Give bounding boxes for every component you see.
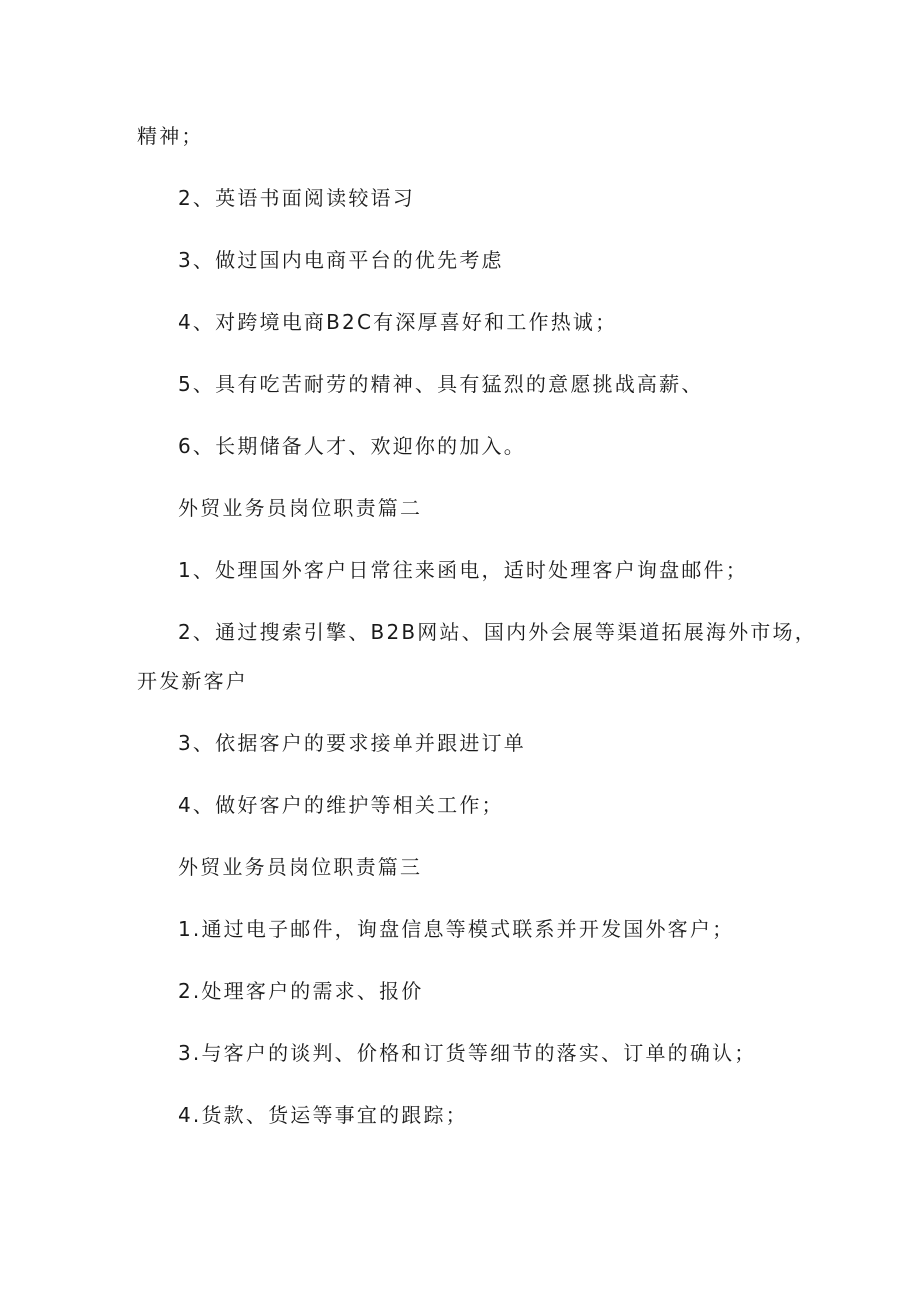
list-item: 4、对跨境电商B2C有深厚喜好和工作热诚； — [178, 310, 618, 334]
list-item: 1.通过电子邮件，询盘信息等模式联系并开发国外客户； — [178, 917, 735, 941]
list-item: 3、依据客户的要求接单并跟进订单 — [178, 731, 526, 755]
list-item: 1、处理国外客户日常往来函电，适时处理客户询盘邮件； — [178, 558, 748, 582]
section-heading: 外贸业务员岗位职责篇二 — [178, 496, 423, 520]
list-item: 2、通过搜索引擎、B2B网站、国内外会展等渠道拓展海外市场， — [178, 620, 817, 644]
section-heading: 外贸业务员岗位职责篇三 — [178, 855, 423, 879]
text-line: 精神； — [137, 124, 204, 148]
list-item: 6、长期储备人才、欢迎你的加入。 — [178, 434, 526, 458]
list-item: 4.货款、货运等事宜的跟踪； — [178, 1103, 468, 1127]
list-item: 3、做过国内电商平台的优先考虑 — [178, 248, 504, 272]
text-line: 开发新客户 — [137, 669, 248, 693]
list-item: 2.处理客户的需求、报价 — [178, 979, 424, 1003]
list-item: 3.与客户的谈判、价格和订货等细节的落实、订单的确认； — [178, 1041, 757, 1065]
list-item: 2、英语书面阅读较语习 — [178, 186, 415, 210]
list-item: 4、做好客户的维护等相关工作； — [178, 793, 504, 817]
list-item: 5、具有吃苦耐劳的精神、具有猛烈的意愿挑战高薪、 — [178, 372, 704, 396]
